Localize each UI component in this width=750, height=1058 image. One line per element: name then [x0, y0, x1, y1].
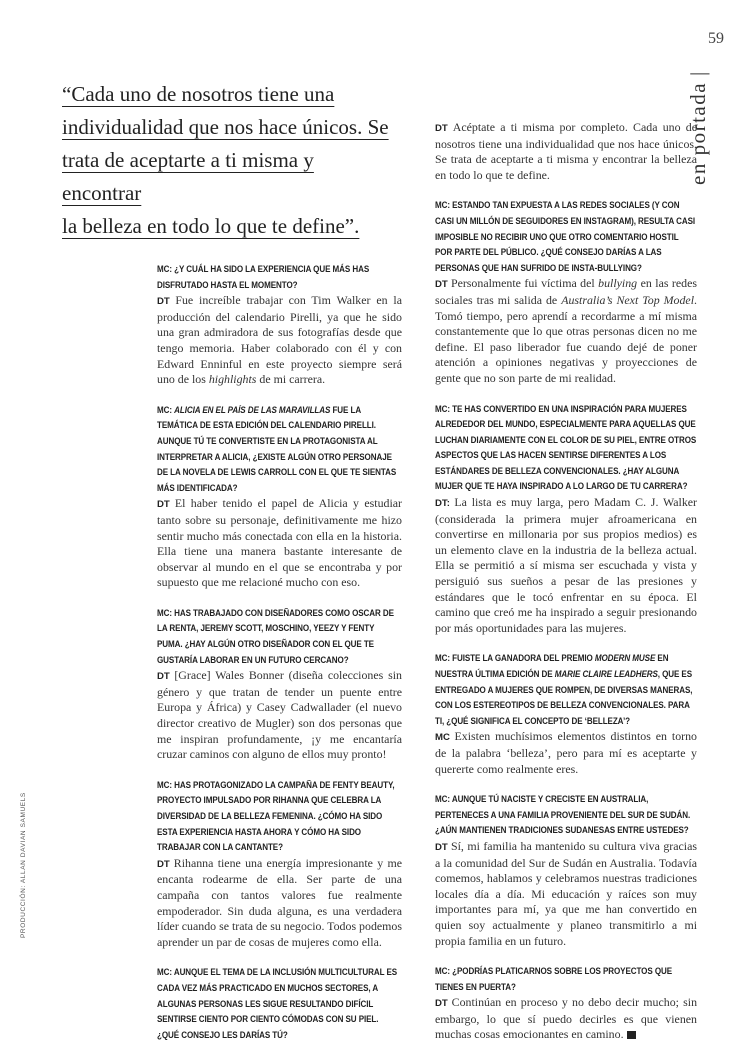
rubric-label: en portada [686, 81, 710, 185]
interviewee-tag: DT [157, 499, 170, 511]
interview-answer: DT Sí, mi familia ha mantenido su cultura viva gracias a la comunidad del Sur de Sudán en Australia. Todavía comemos, hablamos y celebramos nuestras tradiciones locales día a día. Mi educación y raíces son muy importantes para mí, ya que me han convertido en quien soy actualmente y planeo transmitirlo a mi propia familia en un futuro. [435, 838, 697, 948]
interviewee-tag: DT [157, 296, 170, 308]
interviewer-tag: MC: [157, 967, 172, 979]
interview-answer: DT Fue increíble trabajar con Tim Walker en la producción del calendario Pirelli, ya que he sido una gran admiradora de sus fotografías desde que tengo memoria. Haber colaborado con él y con Edward Enninful en este proyecto siempre será uno de los highlights de mi carrera. [157, 293, 402, 387]
interviewee-tag: DT [435, 123, 448, 134]
rubric-divider: | [686, 70, 710, 76]
interviewer-tag: MC: [157, 607, 172, 619]
interview-answer: DT: La lista es muy larga, pero Madam C. J. Walker (considerada la primera mujer afroamericana en convertirse en millonaria por sus propios medios) es un elemento clave en la industria de la belleza actual. Ella se permitió a sí misma ser escuchada y vista y persiguió sus sueños a pesar de las presiones y estándares que le tocó enfrentar en su época. El camino que creó me ha inspirado a seguir presionando por más oportunidades para las mujeres. [435, 495, 697, 635]
left-column [157, 262, 402, 1043]
interviewer-tag: MC: [157, 404, 172, 416]
interviewee-tag: DT [157, 858, 170, 870]
interview-answer: DT El haber tenido el papel de Alicia y estudiar tanto sobre su personaje, definitivamente me hizo sentir mucho más conectada con ella en la historia. Ella tiene una manera bastante interesante de observar al mundo en el que se encontraba y por supuesto que me relacioné mucho con eso. [157, 496, 402, 590]
interviewee-tag: DT [435, 998, 448, 1010]
interview-answer: DT [Grace] Wales Bonner (diseña colecciones sin género y que tratan de tender un puente entre Europa y África) y Casey Cadwallader (el nuevo director creativo de Mugler) son dos personas que me inspiran profundamente, ¡y me encantaría cruzar caminos con alguno de ellos muy pronto! [157, 668, 402, 762]
interviewer-tag: MC [435, 732, 450, 744]
interview-question: MC: TE HAS CONVERTIDO EN UNA INSPIRACIÓN PARA MUJERES ALREDEDOR DEL MUNDO, ESPECIALMENTE PARA AQUELLAS QUE LUCHAN DIARIAMENTE CON EL COLOR DE SU PIEL, ENTRE OTROS ASPECTOS QUE LAS HACEN SENTIRSE DIFERENTES A LOS ESTÁNDARES DE BELLEZA CONVENCIONALES. ¿HAY ALGUNA MUJER QUE TE HAYA INSPIRADO A LO LARGO DE TU CARRERA? [435, 403, 697, 493]
pull-quote-line: trata de aceptarte a ti misma y encontrar [62, 148, 314, 205]
interview-answer: MC Existen muchísimos elementos distintos en torno de la palabra ‘belleza’, pero para mí es aceptarte y quererte como realmente eres. [435, 729, 697, 776]
pull-quote [62, 78, 397, 243]
interview-answer: DT Acéptate a ti misma por completo. Cada uno de nosotros tiene una individualidad que nos hace únicos. Se trata de aceptarte a ti misma y encontrar la belleza en todo lo que te define. [435, 120, 698, 182]
interviewer-tag: MC: [435, 200, 450, 212]
interviewer-tag: MC: [157, 779, 172, 791]
interview-question: MC: HAS TRABAJADO CON DISEÑADORES COMO OSCAR DE LA RENTA, JEREMY SCOTT, MOSCHINO, YEEZY Y FENTY PUMA. ¿HAY ALGÚN OTRO DISEÑADOR CON EL QUE TE GUSTARÍA LABORAR EN UN FUTURO CERCANO? [157, 607, 394, 666]
interview-question: MC: ESTANDO TAN EXPUESTA A LAS REDES SOCIALES (Y CON CASI UN MILLÓN DE SEGUIDORES EN INSTAGRAM), RESULTA CASI IMPOSIBLE NO RECIBIR UNO QUE OTRO COMENTARIO HOSTIL POR PARTE DEL PÚBLICO. ¿QUÉ CONSEJO DARÍAS A LAS PERSONAS QUE HAN SUFRIDO DE INSTA-BULLYING? [435, 200, 696, 274]
pull-quote-line: la belleza en todo lo que te define”. [62, 214, 360, 238]
pull-quote-line: individualidad que nos hace únicos. Se [62, 115, 389, 139]
interview-answer: DT Personalmente fui víctima del bullying en las redes sociales tras mi salida de Australia’s Next Top Model. Tomó tiempo, pero aprendí a recordarme a mí misma constantemente que lo que otras personas dicen no me define. El paso liberador fue cuando dejé de poner atención a opiniones negativas y proyecciones de gente que no son parte de mi realidad. [435, 276, 698, 385]
interviewer-tag: MC: [435, 403, 450, 415]
interview-question: MC: AUNQUE EL TEMA DE LA INCLUSIÓN MULTICULTURAL ES CADA VEZ MÁS PRACTICADO EN MUCHOS SECTORES, A ALGUNAS PERSONAS LES SIGUE RESULTANDO DIFÍCIL SENTIRSE CIENTO POR CIENTO CÓMODAS CON SU PIEL. ¿QUÉ CONSEJO LES DARÍAS TÚ? [157, 967, 398, 1041]
interview-answer: DT Rihanna tiene una energía impresionante y me encanta rodearme de ella. Ser parte de una campaña con tantos valores fue realmente empoderador. Sin duda alguna, es una verdadera líder cuando se trata de su negocio. Todos podemos aprender un par de cosas de mujeres como ella. [157, 855, 402, 949]
interviewer-tag: MC: [435, 794, 450, 806]
interview-question: MC: AUNQUE TÚ NACISTE Y CRECISTE EN AUSTRALIA, PERTENECES A UNA FAMILIA PROVENIENTE DEL SUR DE SUDÁN. ¿AÚN MANTIENEN TRADICIONES SUDANESAS ENTRE USTEDES? [435, 794, 691, 837]
interviewer-tag: MC: [435, 966, 450, 978]
right-column [435, 120, 697, 1058]
interviewer-tag: MC: [157, 264, 172, 275]
interview-question: MC: ¿Y CUÁL HA SIDO LA EXPERIENCIA QUE MÁS HAS DISFRUTADO HASTA EL MOMENTO? [157, 264, 370, 291]
page-number: 59 [708, 30, 724, 47]
interviewee-tag: DT [157, 671, 170, 683]
interview-question: MC: ¿PODRÍAS PLATICARNOS SOBRE LOS PROYECTOS QUE TIENES EN PUERTA? [435, 966, 673, 993]
photo-credit: PRODUCCIÓN: ALLAN DAVIAN SAMUELS [20, 792, 27, 938]
interviewee-tag: DT: [435, 498, 450, 510]
interview-question: MC: ALICIA EN EL PAÍS DE LAS MARAVILLAS FUE LA TEMÁTICA DE ESTA EDICIÓN DEL CALENDARIO PIRELLI. AUNQUE TÚ TE CONVERTISTE EN LA PROTAGONISTA AL INTERPRETAR A ALICIA, ¿EXISTE ALGÚN OTRO PERSONAJE DE LA NOVELA DE LEWIS CARROLL CON EL QUE TE SIENTAS MÁS IDENTIFICADA? [157, 404, 397, 494]
interviewee-tag: DT [435, 841, 448, 853]
pull-quote-line: “Cada uno de nosotros tiene una [62, 82, 335, 106]
end-mark-icon [627, 1031, 636, 1039]
interview-question: MC: FUISTE LA GANADORA DEL PREMIO MODERN MUSE EN NUESTRA ÚLTIMA EDICIÓN DE MARIE CLAIRE LEADHERS, QUE ES ENTREGADO A MUJERES QUE ROMPEN, DE DIVERSAS MANERAS, CON LOS ESTEREOTIPOS DE BELLEZA CONVENCIONALES. PARA TI, ¿QUÉ SIGNIFICA EL CONCEPTO DE ‘BELLEZA’? [435, 653, 693, 727]
interviewee-tag: DT [435, 279, 448, 291]
interview-question: MC: HAS PROTAGONIZADO LA CAMPAÑA DE FENTY BEAUTY, PROYECTO IMPULSADO POR RIHANNA QUE CELEBRA LA DIVERSIDAD DE LA BELLEZA FEMENINA. ¿CÓMO HA SIDO ESTA EXPERIENCIA HASTA AHORA Y CÓMO HA SIDO TRABAJAR CON LA CANTANTE? [157, 779, 395, 854]
interviewer-tag: MC: [435, 653, 450, 665]
interview-answer: DT Continúan en proceso y no debo decir mucho; sin embargo, lo que sí puedo decirles es que vienen muchas cosas emocionantes en camino. [435, 995, 698, 1042]
